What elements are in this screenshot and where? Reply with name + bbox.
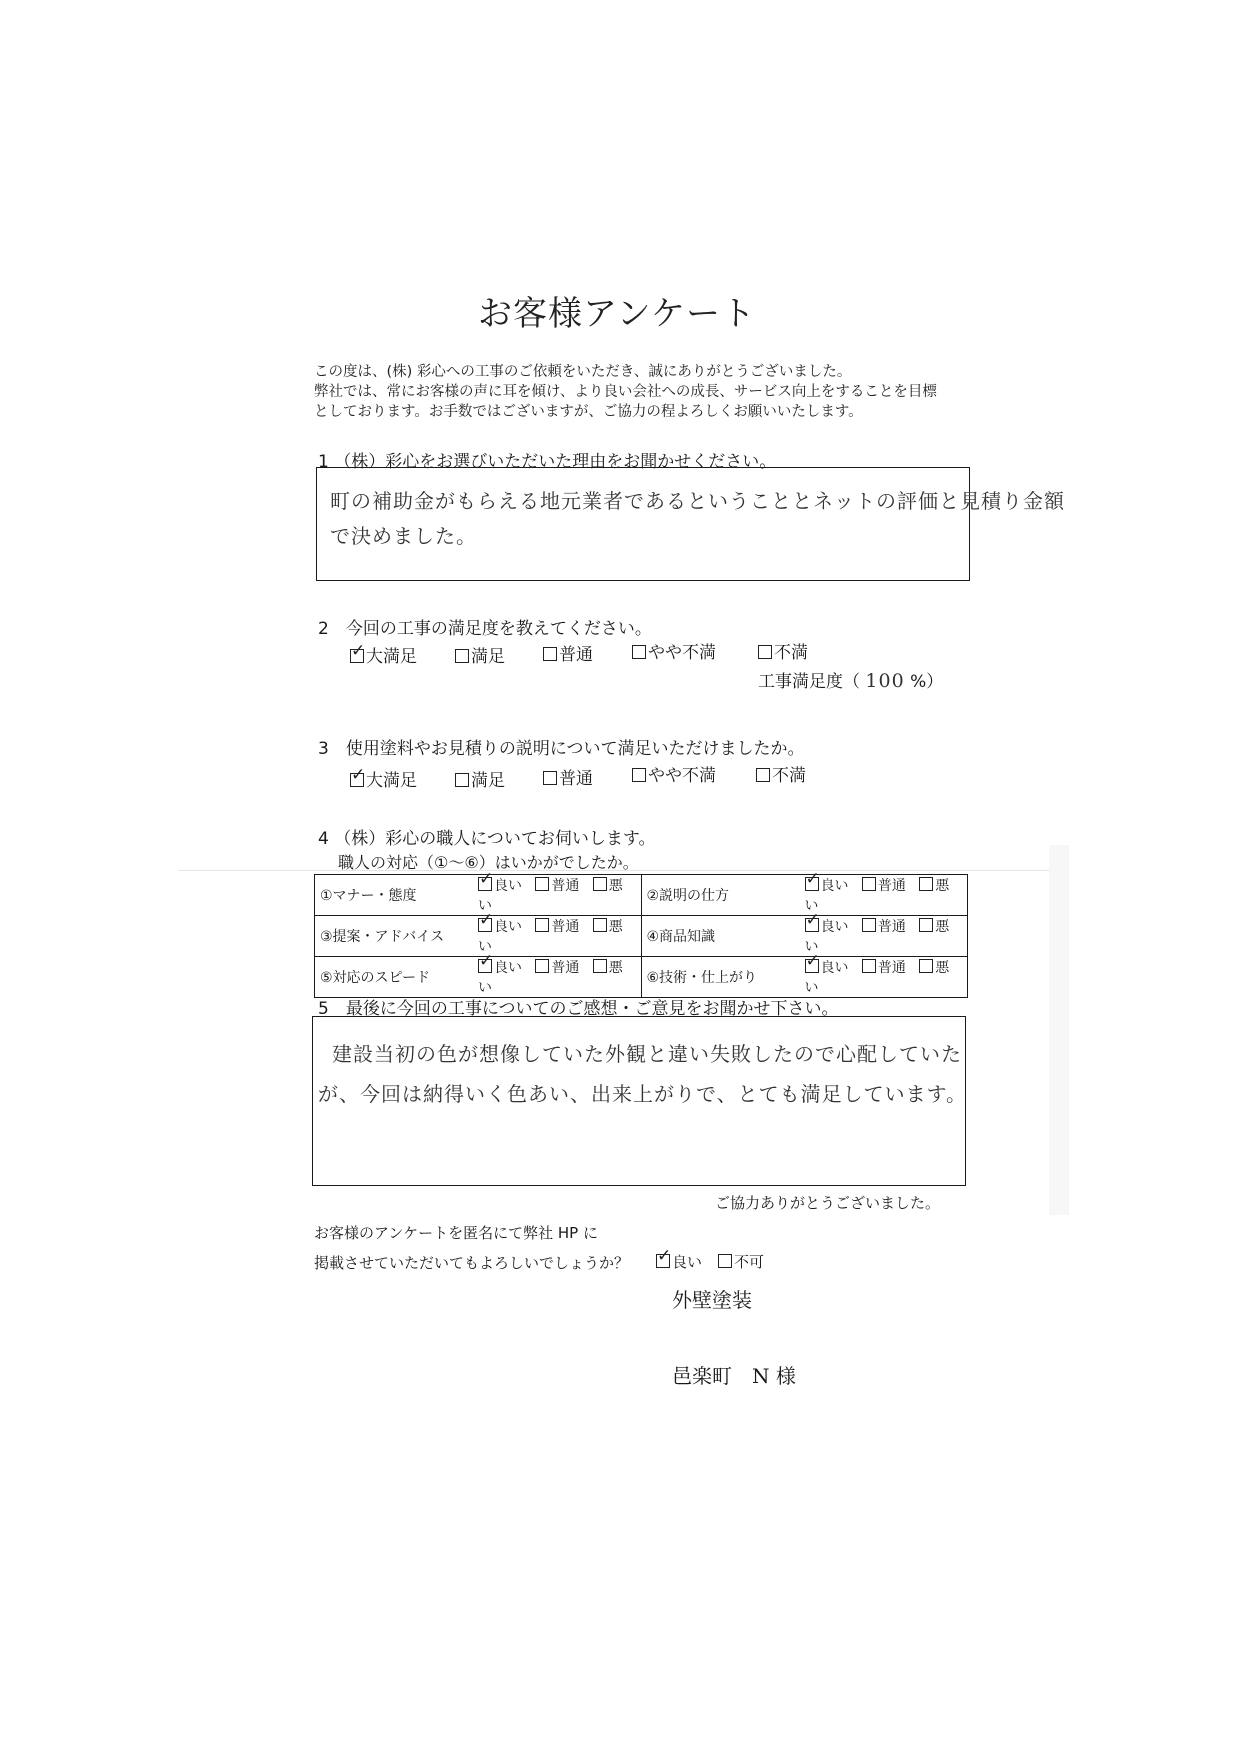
- intro-line-3: としております。お手数ではございますが、ご協力の程よろしくお願いいたします。: [314, 404, 863, 420]
- checkbox-checked-icon[interactable]: [805, 918, 819, 932]
- checkbox-icon[interactable]: [535, 877, 549, 891]
- publish-option-no[interactable]: 不可: [718, 1251, 764, 1272]
- page-title: お客様アンケート: [478, 294, 756, 334]
- checkbox-checked-icon[interactable]: [805, 959, 819, 973]
- customer-name: 邑楽町 N 様: [672, 1364, 796, 1388]
- q2-option-somewhat-dissatisfied[interactable]: やや不満: [632, 638, 716, 663]
- table-row: [315, 916, 968, 957]
- checkbox-checked-icon[interactable]: [478, 877, 492, 891]
- table-row: [315, 875, 968, 916]
- question-1-label: 1 （株）彩心をお選びいただいた理由をお聞かせください。: [318, 452, 777, 472]
- rating-options[interactable]: ✓良い 普通 悪い: [800, 875, 968, 916]
- rating-item-label: ⑤対応のスピード: [315, 957, 474, 998]
- question-5-label: 5 最後に今回の工事についてのご感想・ご意見をお聞かせ下さい。: [318, 999, 839, 1019]
- checkbox-icon: [455, 649, 469, 663]
- question-1-answer-line-2: で決めました。: [330, 524, 477, 548]
- checkbox-checked-icon[interactable]: [478, 959, 492, 973]
- q3-option-average[interactable]: 普通: [543, 764, 593, 789]
- checkbox-icon: [758, 645, 772, 659]
- checkbox-icon[interactable]: [593, 959, 607, 973]
- checkbox-icon: [543, 771, 557, 785]
- checkbox-icon[interactable]: [593, 877, 607, 891]
- intro-line-2: 弊社では、常にお客様の声に耳を傾け、より良い会社への成長、サービス向上をすることを目標: [314, 384, 937, 400]
- checkbox-checked-icon[interactable]: [805, 877, 819, 891]
- question-2-label: 2 今回の工事の満足度を教えてください。: [318, 619, 652, 639]
- checkbox-checked-icon: [350, 649, 364, 663]
- rating-item-label: ⑥技術・仕上がり: [641, 957, 800, 998]
- table-row: [315, 957, 968, 998]
- checkbox-icon[interactable]: [862, 918, 876, 932]
- rating-options[interactable]: ✓良い 普通 悪い: [800, 916, 968, 957]
- checkbox-icon[interactable]: [593, 918, 607, 932]
- rating-item-label: ④商品知識: [641, 916, 800, 957]
- checkbox-icon[interactable]: [862, 877, 876, 891]
- publish-question-line-2: 掲載させていただいてもよろしいでしょうか？: [314, 1254, 630, 1272]
- checkbox-icon[interactable]: [862, 959, 876, 973]
- question-4-sublabel: 職人の対応（①〜⑥）はいかがでしたか。: [338, 853, 639, 872]
- paper-shadow: [1049, 845, 1069, 1215]
- checkbox-checked-icon[interactable]: [478, 918, 492, 932]
- q2-option-satisfied[interactable]: 満足: [455, 642, 505, 667]
- checkbox-icon: [756, 768, 770, 782]
- question-1-answer-line-1: 町の補助金がもらえる地元業者であるということとネットの評価と見積り金額: [330, 489, 1065, 513]
- q2-option-average[interactable]: 普通: [543, 640, 593, 665]
- question-5-answer-line-2: が、今回は納得いく色あい、出来上がりで、とても満足しています。: [318, 1082, 967, 1106]
- publish-option-yes[interactable]: ✓ 良い: [656, 1251, 702, 1272]
- rating-item-label: ②説明の仕方: [641, 875, 800, 916]
- checkbox-checked-icon: [656, 1254, 670, 1268]
- rating-item-label: ③提案・アドバイス: [315, 916, 474, 957]
- checkbox-icon: [543, 647, 557, 661]
- q3-option-satisfied[interactable]: 満足: [455, 766, 505, 791]
- checkbox-icon: [455, 773, 469, 787]
- question-5-answer-line-1: 建設当初の色が想像していた外観と違い失敗したので心配していた: [332, 1042, 962, 1066]
- checkbox-checked-icon: [350, 773, 364, 787]
- checkbox-icon: [632, 768, 646, 782]
- q3-option-very-satisfied[interactable]: ✓大満足: [350, 766, 417, 791]
- publish-question-line-1: お客様のアンケートを匿名にて弊社 HP に: [314, 1224, 598, 1242]
- rating-options[interactable]: ✓良い 普通 悪い: [473, 957, 641, 998]
- rating-options[interactable]: ✓良い 普通 悪い: [473, 916, 641, 957]
- intro-line-1: この度は、(株) 彩心への工事のご依頼をいただき、誠にありがとうございました。: [314, 364, 852, 380]
- checkbox-icon[interactable]: [919, 877, 933, 891]
- question-4-label: 4 （株）彩心の職人についてお伺いします。: [318, 829, 656, 849]
- checkbox-icon[interactable]: [535, 918, 549, 932]
- q2-option-dissatisfied[interactable]: 不満: [758, 638, 808, 663]
- checkbox-icon[interactable]: [535, 959, 549, 973]
- thanks-note: ご協力ありがとうございました。: [715, 1194, 941, 1212]
- craftsman-rating-table: [314, 874, 968, 998]
- checkbox-icon[interactable]: [919, 959, 933, 973]
- satisfaction-rating: 工事満足度（ 100 %）: [758, 670, 944, 692]
- rating-options[interactable]: ✓良い 普通 悪い: [800, 957, 968, 998]
- rating-options[interactable]: ✓良い 普通 悪い: [473, 875, 641, 916]
- work-type: 外壁塗装: [672, 1288, 752, 1312]
- q2-option-very-satisfied[interactable]: ✓大満足: [350, 642, 417, 667]
- q3-option-somewhat-dissatisfied[interactable]: やや不満: [632, 761, 716, 786]
- checkbox-icon: [632, 645, 646, 659]
- rating-value[interactable]: 100: [865, 670, 905, 692]
- question-3-label: 3 使用塗料やお見積りの説明について満足いただけましたか。: [318, 739, 805, 759]
- q3-option-dissatisfied[interactable]: 不満: [756, 761, 806, 786]
- checkbox-icon[interactable]: [919, 918, 933, 932]
- rating-item-label: ①マナー・態度: [315, 875, 474, 916]
- checkbox-icon: [718, 1254, 732, 1268]
